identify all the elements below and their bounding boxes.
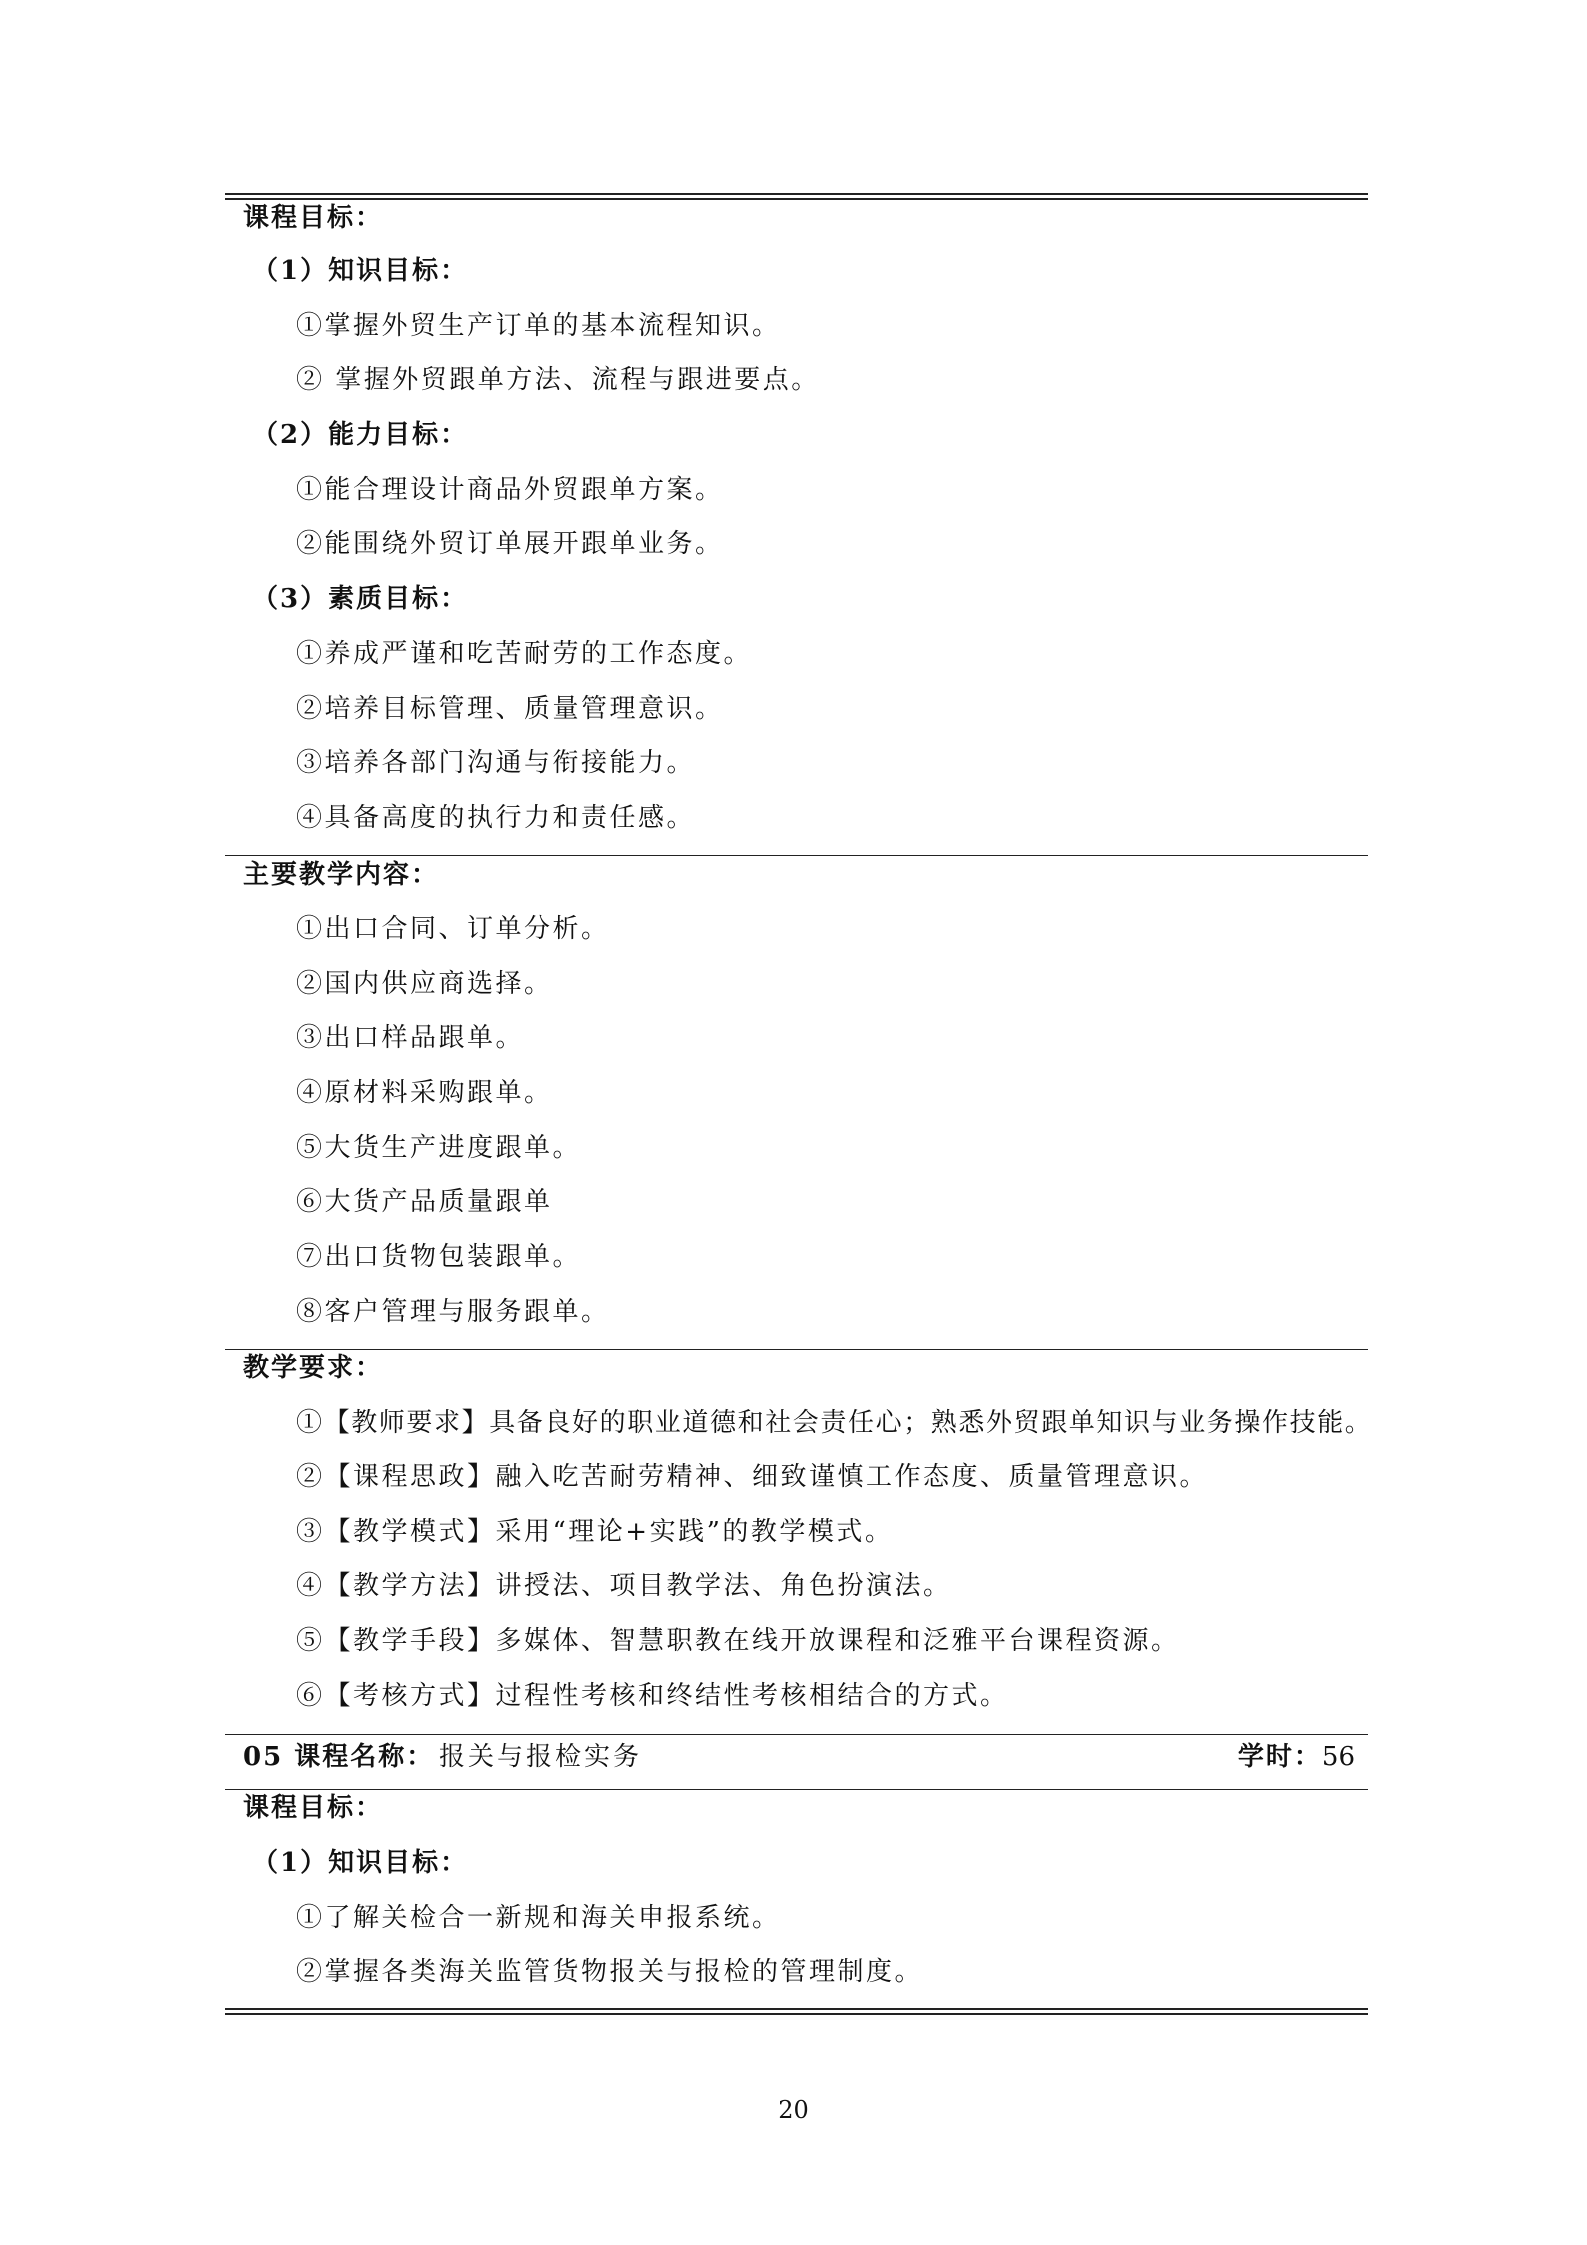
teaching-requirement-item: ⑥【考核方式】过程性考核和终结性考核相结合的方式。 xyxy=(296,1681,1009,1711)
bottom-double-rule xyxy=(225,2008,1368,2015)
teaching-requirement-item: ④【教学方法】讲授法、项目教学法、角色扮演法。 xyxy=(296,1571,952,1601)
teaching-content-item: ③出口样品跟单。 xyxy=(296,1023,525,1053)
quality-goal-item: ①养成严谨和吃苦耐劳的工作态度。 xyxy=(296,639,753,669)
quality-goal-item: ④具备高度的执行力和责任感。 xyxy=(296,803,696,833)
teaching-content-item: ①出口合同、订单分析。 xyxy=(296,914,610,944)
top-double-rule xyxy=(225,193,1368,200)
teaching-requirement-item: ②【课程思政】融入吃苦耐劳精神、细致谨慎工作态度、质量管理意识。 xyxy=(296,1462,1209,1492)
teaching-requirements-heading: 教学要求： xyxy=(243,1353,384,1383)
course-name-label: 05 课程名称： xyxy=(243,1742,435,1772)
knowledge-goal-item: ①了解关检合一新规和海关申报系统。 xyxy=(296,1903,781,1933)
teaching-requirement-item: ⑤【教学手段】多媒体、智慧职教在线开放课程和泛雅平台课程资源。 xyxy=(296,1626,1180,1656)
page-number: 20 xyxy=(778,2096,809,2124)
course-hours-label: 学时： xyxy=(1237,1742,1322,1772)
course-name-value: 报关与报检实务 xyxy=(439,1742,643,1772)
ability-goal-item: ①能合理设计商品外贸跟单方案。 xyxy=(296,475,724,505)
teaching-content-item: ⑦出口货物包装跟单。 xyxy=(296,1242,582,1272)
course-hours-value: 56 xyxy=(1321,1742,1355,1772)
teaching-content-item: ⑧客户管理与服务跟单。 xyxy=(296,1297,610,1327)
teaching-content-item: ⑤大货生产进度跟单。 xyxy=(296,1133,582,1163)
knowledge-goals-heading: （1）知识目标： xyxy=(252,1848,469,1878)
knowledge-goals-heading: （1）知识目标： xyxy=(252,256,469,286)
ability-goals-heading: （2）能力目标： xyxy=(252,420,469,450)
ability-goal-item: ②能围绕外贸订单展开跟单业务。 xyxy=(296,529,724,559)
knowledge-goal-item: ② 掌握外贸跟单方法、流程与跟进要点。 xyxy=(296,365,820,395)
teaching-content-item: ⑥大货产品质量跟单 xyxy=(296,1187,553,1217)
section-divider xyxy=(225,1734,1368,1735)
teaching-content-item: ④原材料采购跟单。 xyxy=(296,1078,553,1108)
course-hours xyxy=(1238,1741,1355,1773)
teaching-content-item: ②国内供应商选择。 xyxy=(296,969,553,999)
teaching-content-heading: 主要教学内容： xyxy=(243,860,440,890)
quality-goal-item: ③培养各部门沟通与衔接能力。 xyxy=(296,748,696,778)
knowledge-goal-item: ②掌握各类海关监管货物报关与报检的管理制度。 xyxy=(296,1957,924,1987)
knowledge-goal-item: ①掌握外贸生产订单的基本流程知识。 xyxy=(296,311,781,341)
course-goals-heading: 课程目标： xyxy=(243,1793,384,1823)
section-divider xyxy=(225,855,1368,856)
section-divider xyxy=(225,1789,1368,1790)
course-goals-heading: 课程目标： xyxy=(243,203,384,233)
teaching-requirement-item: ①【教师要求】具备良好的职业道德和社会责任心；熟悉外贸跟单知识与业务操作技能。 xyxy=(296,1408,1373,1438)
teaching-requirement-item: ③【教学模式】采用“理论+实践”的教学模式。 xyxy=(296,1517,894,1547)
section-divider xyxy=(225,1349,1368,1350)
quality-goals-heading: （3）素质目标： xyxy=(252,584,469,614)
quality-goal-item: ②培养目标管理、质量管理意识。 xyxy=(296,694,724,724)
course-header-row xyxy=(243,1741,1355,1773)
